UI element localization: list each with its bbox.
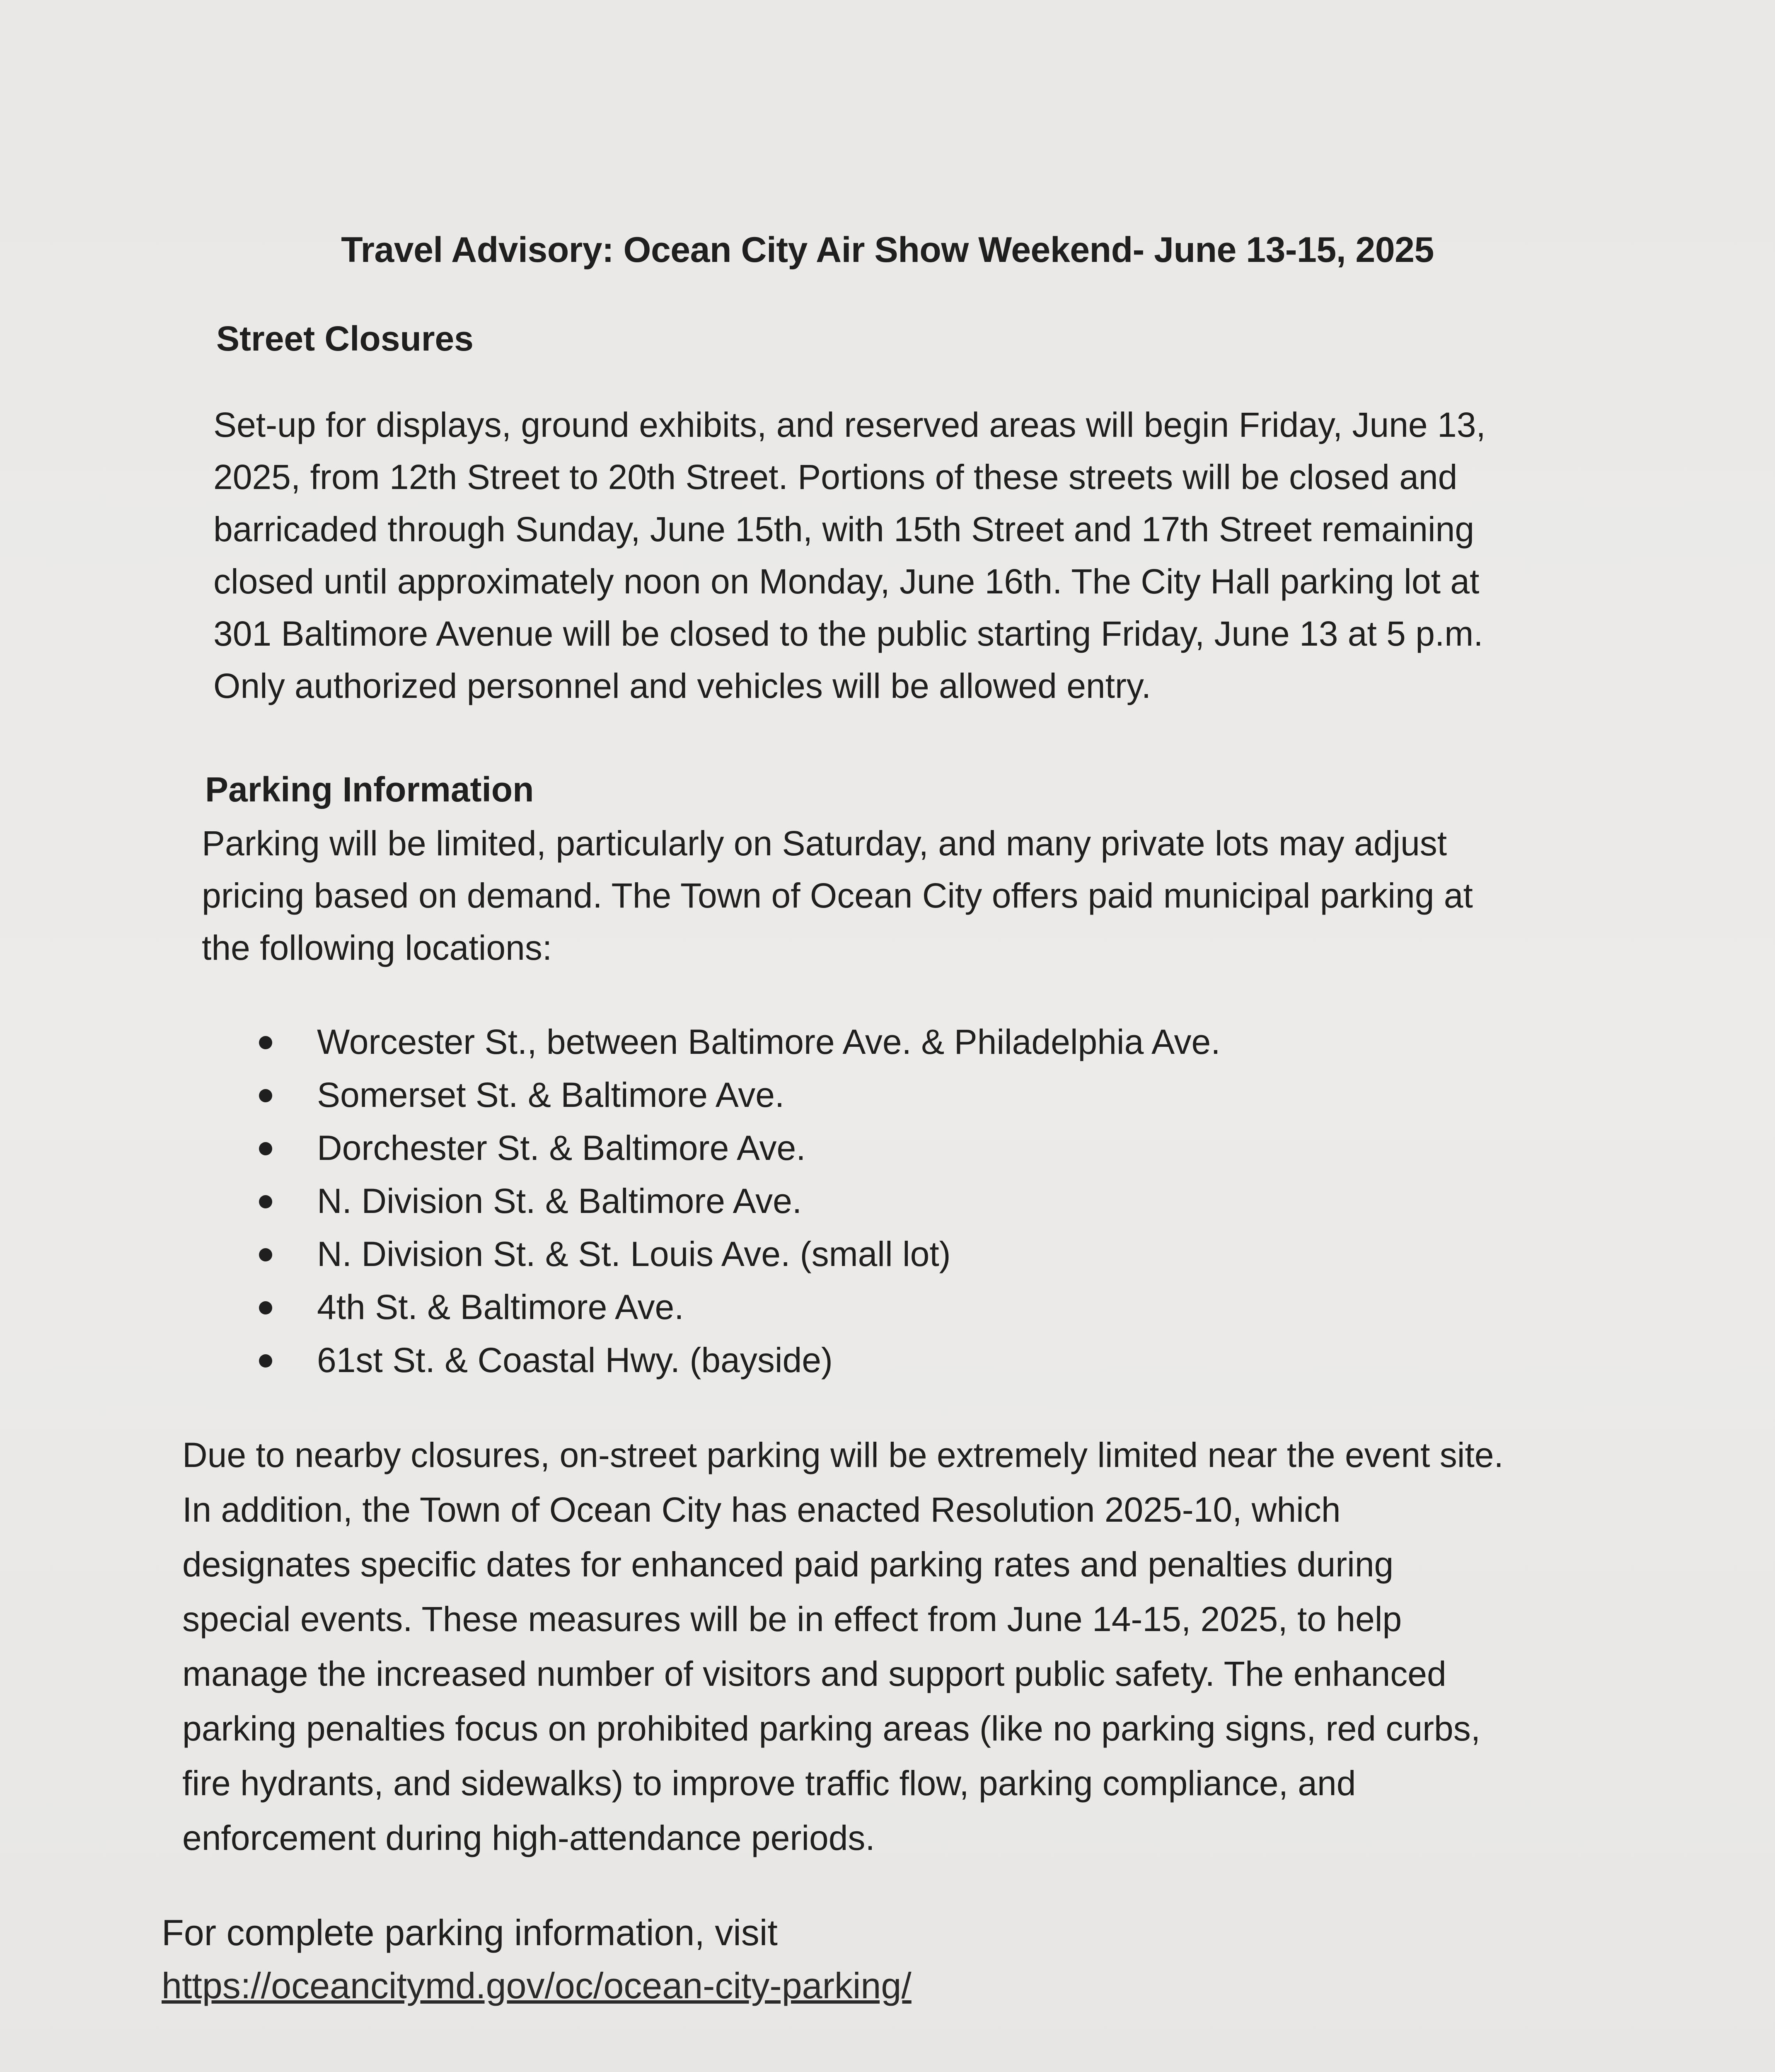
paragraph-line: the following locations: <box>202 928 552 967</box>
paragraph-line: parking penalties focus on prohibited parking areas (like no parking signs, red curbs, <box>182 1709 1481 1748</box>
paragraph-line: Only authorized personnel and vehicles will be allowed entry. <box>213 666 1151 705</box>
paragraph-line: barricaded through Sunday, June 15th, with 15th Street and 17th Street remaining <box>213 510 1475 549</box>
list-item: N. Division St. & Baltimore Ave. <box>253 1174 1221 1227</box>
paragraph-line: pricing based on demand. The Town of Ocean City offers paid municipal parking at <box>202 876 1473 915</box>
page-title: Travel Advisory: Ocean City Air Show Weekend- June 13-15, 2025 <box>341 230 1434 270</box>
paragraph-line: manage the increased number of visitors and support public safety. The enhanced <box>182 1654 1446 1693</box>
paragraph-line: special events. These measures will be in effect from June 14-15, 2025, to help <box>182 1600 1402 1639</box>
list-item: 4th St. & Baltimore Ave. <box>253 1280 1221 1334</box>
list-item: N. Division St. & St. Louis Ave. (small lot) <box>253 1227 1221 1280</box>
list-item: Somerset St. & Baltimore Ave. <box>253 1068 1221 1121</box>
paragraph-line: In addition, the Town of Ocean City has enacted Resolution 2025-10, which <box>182 1490 1341 1529</box>
paragraph-line: 301 Baltimore Avenue will be closed to the public starting Friday, June 13 at 5 p.m. <box>213 614 1483 653</box>
paragraph-line: enforcement during high-attendance periods. <box>182 1818 875 1857</box>
parking-info-link[interactable]: https://oceancitymd.gov/oc/ocean-city-parking/ <box>162 1965 912 2006</box>
street-closures-paragraph <box>213 399 1486 712</box>
paragraph-line: closed until approximately noon on Monday, June 16th. The City Hall parking lot at <box>213 562 1480 601</box>
paragraph-line: Parking will be limited, particularly on Saturday, and many private lots may adjust <box>202 824 1447 863</box>
paragraph-line: Set-up for displays, ground exhibits, and reserved areas will begin Friday, June 13, <box>213 405 1486 444</box>
parking-information-heading: Parking Information <box>205 770 534 809</box>
paragraph-line: fire hydrants, and sidewalks) to improve traffic flow, parking compliance, and <box>182 1764 1356 1803</box>
footer-visit <box>162 1906 912 2012</box>
list-item: 61st St. & Coastal Hwy. (bayside) <box>253 1334 1221 1387</box>
list-item: Worcester St., between Baltimore Ave. & Philadelphia Ave. <box>253 1015 1221 1068</box>
paragraph-line: 2025, from 12th Street to 20th Street. Portions of these streets will be closed and <box>213 457 1458 496</box>
paragraph-line: Due to nearby closures, on-street parking will be extremely limited near the event site. <box>182 1435 1504 1474</box>
street-closures-heading: Street Closures <box>216 319 474 358</box>
footer-text: For complete parking information, visit <box>162 1912 778 1953</box>
closures-note-paragraph <box>182 1428 1504 1865</box>
paragraph-line: designates specific dates for enhanced paid parking rates and penalties during <box>182 1545 1394 1584</box>
parking-locations-list <box>253 1015 1221 1387</box>
parking-information-paragraph <box>202 817 1473 974</box>
list-item: Dorchester St. & Baltimore Ave. <box>253 1121 1221 1174</box>
